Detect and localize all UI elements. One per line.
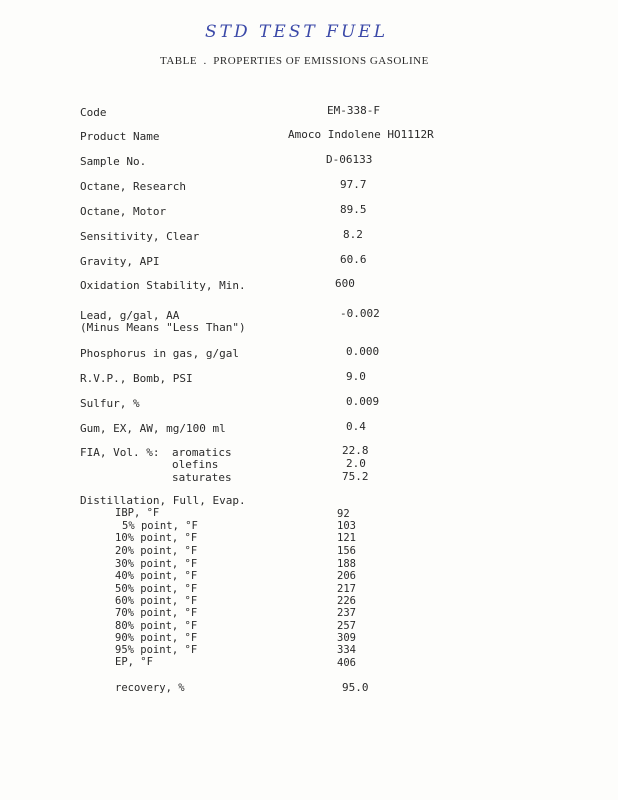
recovery-value: 95.0 (342, 681, 369, 694)
recovery-label: recovery, % (115, 682, 185, 694)
distillation-row-value: 406 (337, 657, 356, 669)
distillation-row-value: 257 (337, 620, 356, 632)
property-value: 60.6 (340, 253, 367, 266)
distillation-row-value: 217 (337, 583, 356, 595)
distillation-row-label: 60% point, °F (115, 595, 198, 607)
distillation-row-label: 90% point, °F (115, 632, 198, 644)
distillation-row-value: 92 (337, 508, 350, 520)
table-title: TABLE . PROPERTIES OF EMISSIONS GASOLINE (160, 55, 429, 67)
property-value: 0.009 (346, 395, 380, 408)
distillation-row-label: 40% point, °F (115, 570, 198, 582)
distillation-row-value: 226 (337, 595, 356, 607)
property-label: Lead, g/gal, AA (80, 309, 180, 322)
property-label: Phosphorus in gas, g/gal (80, 347, 239, 360)
property-value: 89.5 (340, 203, 367, 216)
property-value: 0.4 (346, 420, 366, 433)
distillation-row-value: 334 (337, 644, 356, 656)
property-label: Sensitivity, Clear (80, 230, 200, 243)
distillation-row-label: 80% point, °F (115, 620, 198, 632)
property-label: Octane, Research (80, 180, 186, 193)
distillation-row-label: EP, °F (115, 656, 153, 668)
property-label: Code (80, 106, 107, 119)
distillation-row-label: 10% point, °F (115, 532, 198, 544)
distillation-row-value: 309 (337, 632, 356, 644)
property-label: R.V.P., Bomb, PSI (80, 372, 193, 385)
distillation-row-value: 103 (337, 520, 356, 532)
fia-item-value: 2.0 (346, 457, 366, 470)
fia-item-value: 75.2 (342, 470, 369, 483)
fia-item-label: aromatics (172, 446, 232, 459)
property-value: 8.2 (343, 228, 363, 241)
distillation-row-label: 30% point, °F (115, 558, 198, 570)
property-value: D-06133 (326, 153, 373, 166)
property-label: Sulfur, % (80, 397, 140, 410)
fia-label: FIA, Vol. %: (80, 446, 160, 459)
distillation-heading: Distillation, Full, Evap. (80, 494, 246, 507)
distillation-row-label: 70% point, °F (115, 607, 198, 619)
distillation-row-value: 188 (337, 558, 356, 570)
property-label: Oxidation Stability, Min. (80, 279, 246, 292)
distillation-row-label: IBP, °F (115, 507, 160, 519)
property-value: 9.0 (346, 370, 366, 383)
property-value: 0.000 (346, 345, 380, 358)
property-label: Gravity, API (80, 255, 160, 268)
property-label: Gum, EX, AW, mg/100 ml (80, 422, 226, 435)
distillation-row-value: 206 (337, 570, 356, 582)
property-value: 600 (335, 277, 355, 290)
distillation-row-label: 95% point, °F (115, 644, 198, 656)
distillation-row-value: 156 (337, 545, 356, 557)
property-value: EM-338-F (327, 104, 380, 117)
property-value: 97.7 (340, 178, 367, 191)
distillation-row-label: 5% point, °F (122, 520, 198, 532)
property-label: Octane, Motor (80, 205, 167, 218)
property-value: Amoco Indolene HO1112R (288, 128, 434, 141)
distillation-row-label: 20% point, °F (115, 545, 198, 557)
handwritten-annotation: STD TEST FUEL (205, 22, 388, 42)
fia-item-label: saturates (172, 471, 232, 484)
property-label: Sample No. (80, 155, 147, 168)
distillation-row-value: 121 (337, 532, 356, 544)
distillation-row-label: 50% point, °F (115, 583, 198, 595)
distillation-row-value: 237 (337, 607, 356, 619)
fia-item-label: olefins (172, 458, 219, 471)
lead-note: (Minus Means "Less Than") (80, 321, 246, 334)
property-label: Product Name (80, 130, 160, 143)
property-value: -0.002 (340, 307, 380, 320)
fia-item-value: 22.8 (342, 444, 369, 457)
